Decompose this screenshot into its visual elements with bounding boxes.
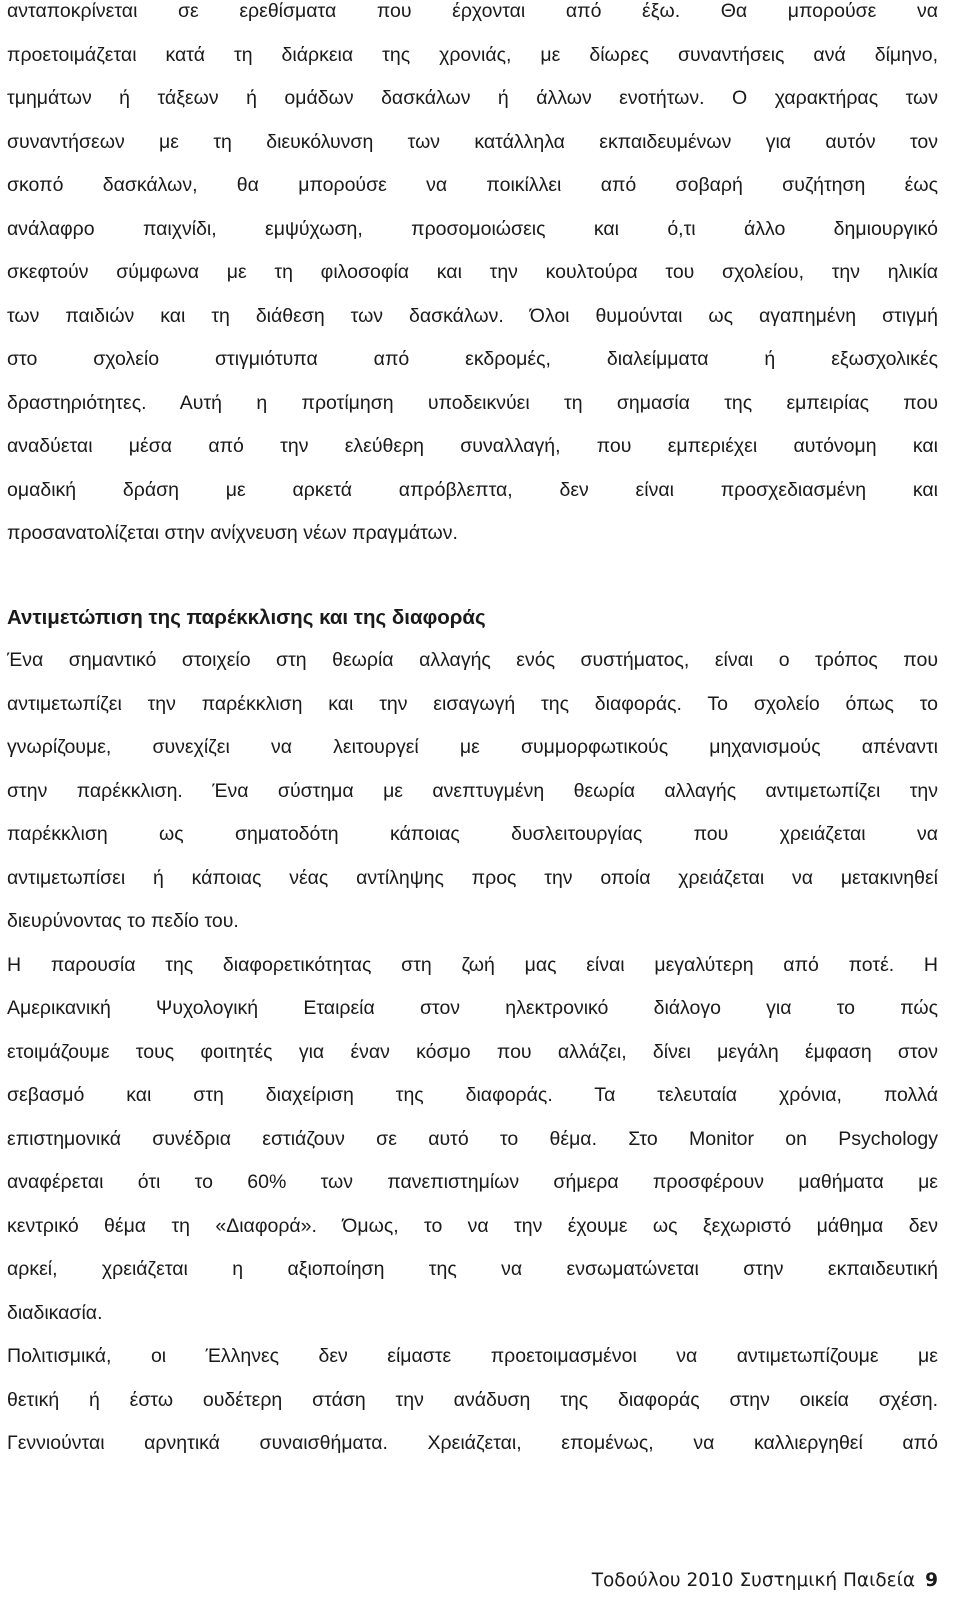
paragraph-3 [7,944,938,1336]
text-line: Ένα σημαντικό στοιχείο στη θεωρία αλλαγής ενός συστήματος, είναι ο τρόπος που [7,649,938,671]
text-line: προσανατολίζεται στην ανίχνευση νέων πραγμάτων. [7,522,458,544]
section-heading: Αντιμετώπιση της παρέκκλισης και της διαφοράς [7,605,486,629]
text-line: στην παρέκκλιση. Ένα σύστημα με ανεπτυγμένη θεωρία αλλαγής αντιμετωπίζει την [7,779,938,802]
text-line: ομαδική δράση με αρκετά απρόβλεπτα, δεν είναι προσχεδιασμένη και [7,478,938,501]
text-line: αναδύεται μέσα από την ελεύθερη συναλλαγή, που εμπεριέχει αυτόνομη και [7,435,938,457]
text-line: σεβασμό και στη διαχείριση της διαφοράς. Τα τελευταία χρόνια, πολλά [7,1084,938,1106]
text-line: παρέκκλιση ως σηματοδότη κάποιας δυσλειτουργίας που χρειάζεται να [7,823,938,845]
text-line: κεντρικό θέμα τη «Διαφορά». Όμως, το να την έχουμε ως ξεχωριστό μάθημα δεν [7,1214,938,1237]
text-line: επιστημονικά συνέδρια εστιάζουν σε αυτό το θέμα. Στο Monitor on Psychology [7,1127,938,1150]
running-title: Τοδούλου 2010 Συστημική Παιδεία [591,1570,916,1591]
text-line: σκεφτούν σύμφωνα με τη φιλοσοφία και την κουλτούρα του σχολείου, την ηλικία [7,261,938,283]
text-line: διευρύνοντας το πεδίο του. [7,910,239,932]
text-line: τμημάτων ή τάξεων ή ομάδων δασκάλων ή άλλων ενοτήτων. Ο χαρακτήρας των [7,87,938,109]
text-line: αναφέρεται ότι το 60% των πανεπιστημίων σήμερα προσφέρουν μαθήματα με [7,1171,938,1193]
paragraph-2 [7,639,938,944]
text-line: συναντήσεων με τη διευκόλυνση των κατάλληλα εκπαιδευμένων για αυτόν τον [7,130,938,153]
text-line: στο σχολείο στιγμιότυπα από εκδρομές, διαλείμματα ή εξωσχολικές [7,348,938,370]
text-line: των παιδιών και τη διάθεση των δασκάλων. Όλοι θυμούνται ως αγαπημένη στιγμή [7,304,938,327]
text-line: γνωρίζουμε, συνεχίζει να λειτουργεί με συμμορφωτικούς μηχανισμούς απέναντι [7,736,938,758]
text-line: σκοπό δασκάλων, θα μπορούσε να ποικίλλει από σοβαρή συζήτηση έως [7,174,938,196]
text-line: προετοιμάζεται κατά τη διάρκεια της χρονιάς, με δίωρες συναντήσεις ανά δίμηνο, [7,43,938,66]
page-footer [592,1570,938,1591]
document-page [7,0,938,1466]
text-line: Η παρουσία της διαφορετικότητας στη ζωή μας είναι μεγαλύτερη από ποτέ. Η [7,953,938,976]
text-line: αντιμετωπίζει την παρέκκλιση και την εισαγωγή της διαφοράς. Το σχολείο όπως το [7,692,938,715]
text-line: αρκεί, χρειάζεται η αξιοποίηση της να ενσωματώνεται στην εκπαιδευτική [7,1258,938,1280]
paragraph-4 [7,1335,938,1466]
text-line: Γεννιούνται αρνητικά συναισθήματα. Χρειάζεται, επομένως, να καλλιεργηθεί από [7,1432,938,1454]
text-line: αντιμετωπίσει ή κάποιας νέας αντίληψης προς την οποία χρειάζεται να μετακινηθεί [7,866,938,889]
text-line: διαδικασία. [7,1301,103,1324]
text-line: ανταποκρίνεται σε ερεθίσματα που έρχονται από έξω. Θα μπορούσε να [7,0,938,22]
text-line: δραστηριότητες. Αυτή η προτίμηση υποδεικνύει τη σημασία της εμπειρίας που [7,391,938,414]
page-number: 9 [925,1570,938,1591]
text-line: θετική ή έστω ουδέτερη στάση την ανάδυση της διαφοράς στην οικεία σχέση. [7,1388,938,1411]
paragraph-1 [7,0,938,556]
text-line: Αμερικανική Ψυχολογική Εταιρεία στον ηλεκτρονικό διάλογο για το πώς [7,997,938,1019]
text-line: Πολιτισμικά, οι Έλληνες δεν είμαστε προετοιμασμένοι να αντιμετωπίζουμε με [7,1345,938,1367]
text-line: ανάλαφρο παιχνίδι, εμψύχωση, προσομοιώσεις και ό,τι άλλο δημιουργικό [7,217,938,240]
text-line: ετοιμάζουμε τους φοιτητές για έναν κόσμο που αλλάζει, δίνει μεγάλη έμφαση στον [7,1040,938,1063]
